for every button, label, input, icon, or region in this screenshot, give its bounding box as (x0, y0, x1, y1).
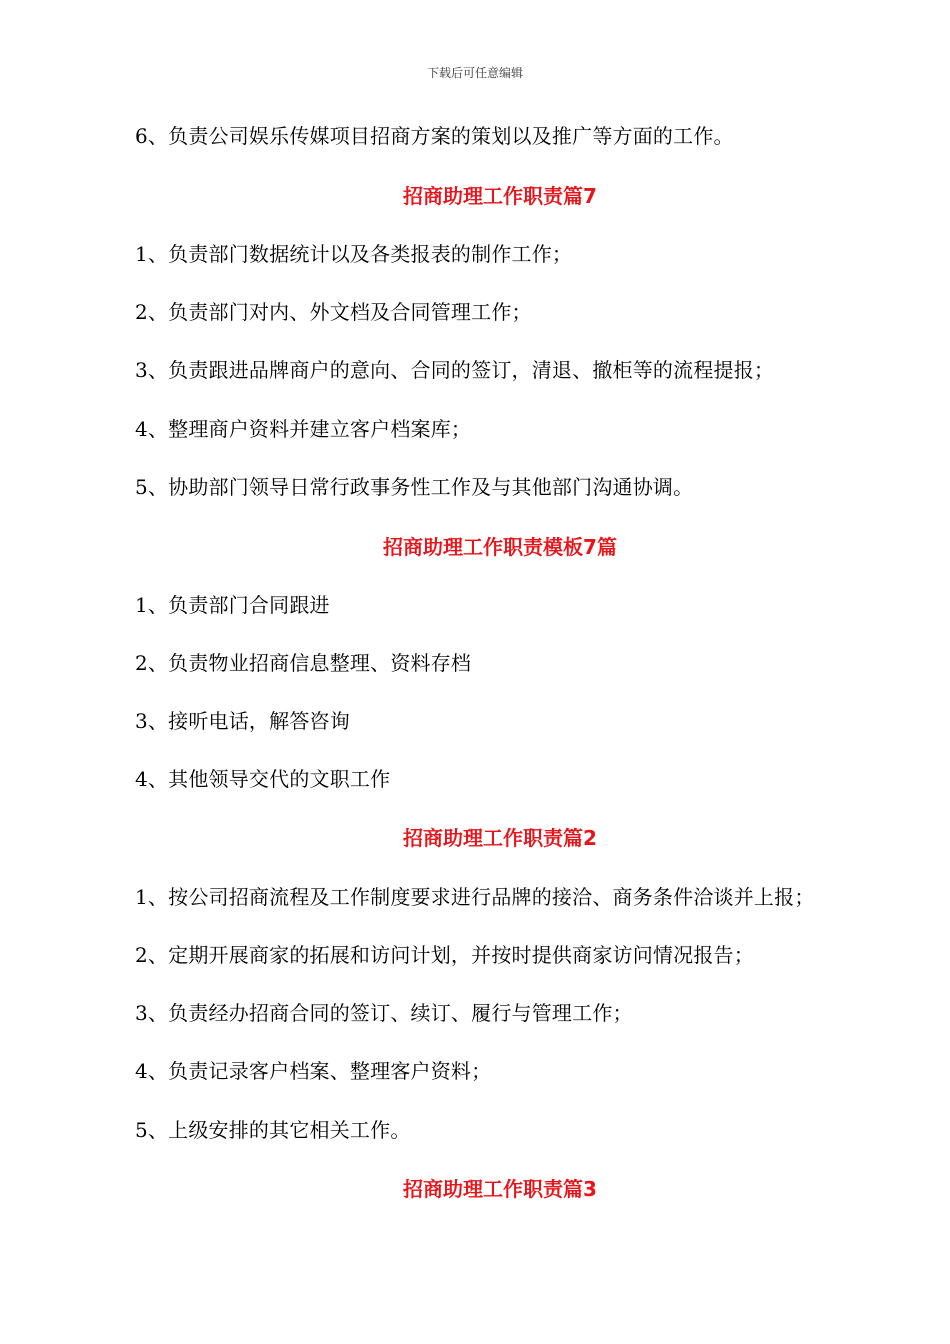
list-item: 5、协助部门领导日常行政事务性工作及与其他部门沟通协调。 (135, 475, 694, 499)
section-heading: 招商助理工作职责篇7 (403, 184, 597, 208)
list-item: 1、负责部门数据统计以及各类报表的制作工作； (135, 242, 573, 266)
list-item: 1、按公司招商流程及工作制度要求进行品牌的接洽、商务条件洽谈并上报； (135, 885, 815, 909)
page-header: 下载后可任意编辑 (426, 66, 523, 80)
list-item: 3、接听电话，解答咨询 (135, 709, 350, 733)
list-item: 1、负责部门合同跟进 (135, 593, 330, 617)
list-item: 5、上级安排的其它相关工作。 (135, 1118, 411, 1142)
section-heading: 招商助理工作职责模板7篇 (383, 535, 617, 559)
list-item: 3、负责经办招商合同的签订、续订、履行与管理工作； (135, 1001, 633, 1025)
list-item: 6、负责公司娱乐传媒项目招商方案的策划以及推广等方面的工作。 (135, 124, 734, 148)
list-item: 2、负责物业招商信息整理、资料存档 (135, 651, 472, 675)
section-heading: 招商助理工作职责篇3 (403, 1177, 597, 1201)
list-item: 3、负责跟进品牌商户的意向、合同的签订，清退、撤柜等的流程提报； (135, 358, 775, 382)
list-item: 2、定期开展商家的拓展和访问计划，并按时提供商家访问情况报告； (135, 943, 754, 967)
list-item: 4、其他领导交代的文职工作 (135, 767, 391, 791)
section-heading: 招商助理工作职责篇2 (403, 826, 597, 850)
list-item: 4、负责记录客户档案、整理客户资料； (135, 1059, 492, 1083)
list-item: 2、负责部门对内、外文档及合同管理工作； (135, 300, 532, 324)
list-item: 4、整理商户资料并建立客户档案库； (135, 417, 472, 441)
